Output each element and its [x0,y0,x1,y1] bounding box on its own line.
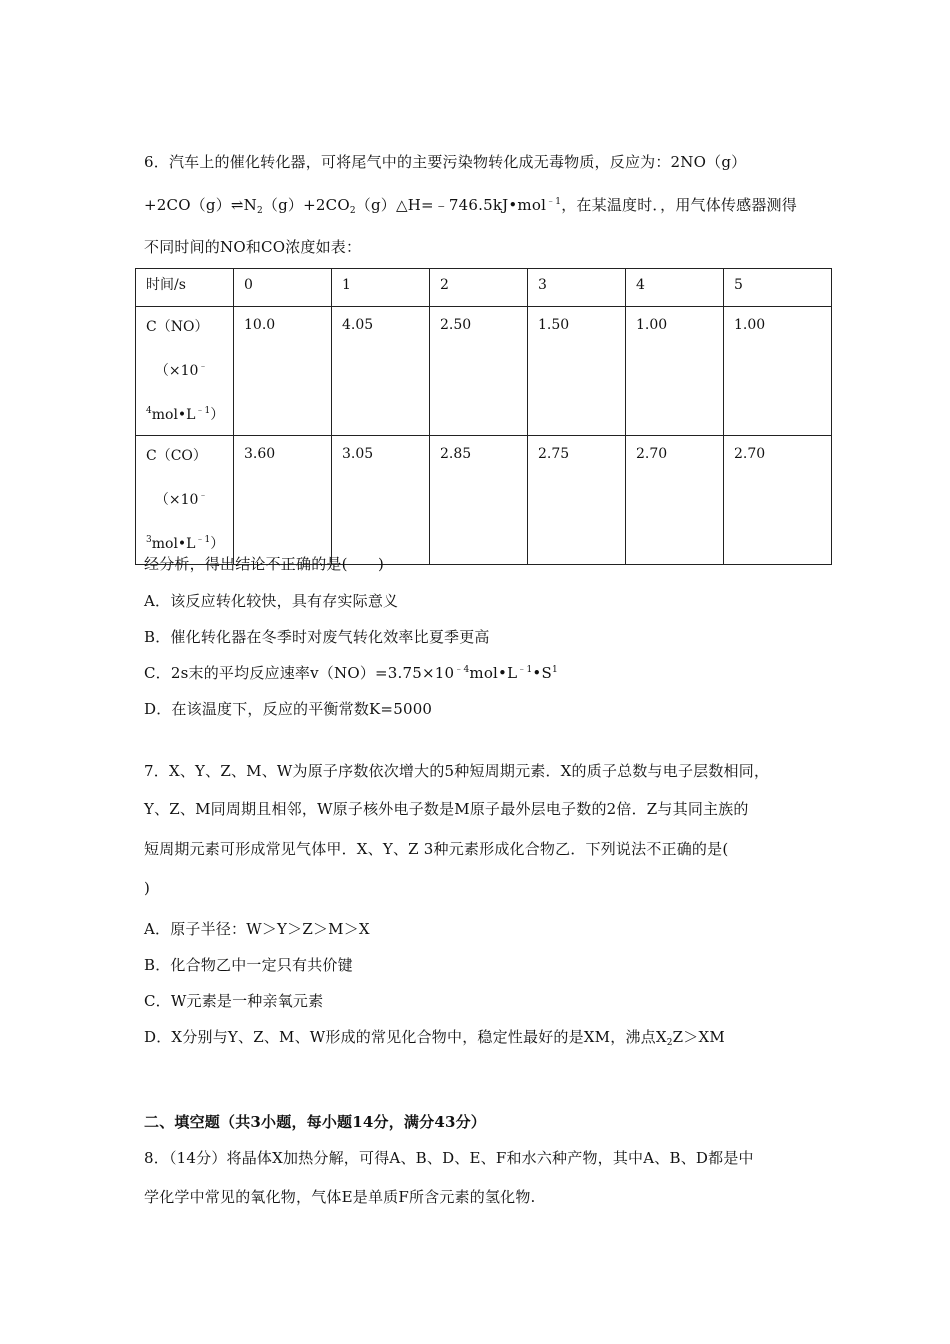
table-cell: 2.75 [528,436,626,565]
table-header-cell: 0 [234,269,332,307]
q7-option-b: B．化合物乙中一定只有共价键 [144,956,353,974]
q7-line-2: Y、Z、M同周期且相邻，W原子核外电子数是M原子最外层电子数的2倍．Z与其同主族的 [144,800,749,818]
q8-line-2: 学化学中常见的氧化物，气体E是单质F所含元素的氢化物. [144,1188,536,1206]
q7-option-c: C．W元素是一种亲氧元素 [144,992,324,1010]
q7-line-3: 短周期元素可形成常见气体甲．X、Y、Z 3种元素形成化合物乙．下列说法不正确的是( [144,840,729,858]
q6-stem: 经分析，得出结论不正确的是( ) [144,555,385,573]
table-header-cell: 4 [626,269,724,307]
q6-option-a: A．该反应转化较快，具有存实际意义 [144,592,399,610]
q6-line-3: 不同时间的NO和CO浓度如表： [144,238,362,256]
q8-line-1: 8．（14分）将晶体X加热分解，可得A、B、D、E、F和水六种产物，其中A、B、D都是中 [144,1149,754,1167]
q6-line-2: $+2CO(g)\rightleftharpoons N_2(g)+2CO_2(g)\triangle H=﹣746.5kJ•mol^{﹣1}$，在某温度时．，用气体传感器测得 [144,196,797,216]
q6-option-b: B．催化转化器在冬季时对废气转化效率比夏季更高 [144,628,490,646]
section-title: 二、填空题（共3小题，每小题14分，满分43分） [144,1113,486,1131]
q6-option-c: C．2s末的平均反应速率$v(NO)=3.75\times 10^{﹣4}mol•L^{﹣1}•S^1$ [144,664,558,682]
table-cell: 10.0 [234,307,332,436]
table-header-cell: 2 [430,269,528,307]
row-label-no: C（NO） （×10﹣ $^4mol•L^{﹣1}$） [136,307,234,436]
q6-line-1: 6．汽车上的催化转化器，可将尾气中的主要污染物转化成无毒物质，反应为：2NO（g） [144,153,747,171]
table-header-cell: 时间/s [136,269,234,307]
table-cell: 2.70 [724,436,832,565]
table-cell: 3.05 [332,436,430,565]
concentration-table [135,268,832,565]
q6-option-d: D．在该温度下，反应的平衡常数K=5000 [144,700,433,718]
table-cell: 2.70 [626,436,724,565]
table-header-cell: 1 [332,269,430,307]
table-cell: 2.85 [430,436,528,565]
q7-option-d: D．X分别与Y、Z、M、W形成的常见化合物中，稳定性最好的是XM，沸点$X_2Z>XM$ [144,1028,725,1048]
table-row-no [136,307,832,436]
table-header-cell: 5 [724,269,832,307]
table-cell: 3.60 [234,436,332,565]
q7-line-4: ) [144,879,151,897]
table-cell: 1.50 [528,307,626,436]
row-label-co: C（CO） （×10﹣ $^3mol•L^{﹣1}$） [136,436,234,565]
table-row-co [136,436,832,565]
table-cell: 4.05 [332,307,430,436]
q7-line-1: 7．X、Y、Z、M、W为原子序数依次增大的5种短周期元素．X的质子总数与电子层数相同， [144,762,770,780]
q7-option-a: A．原子半径：W＞Y＞Z＞M＞X [144,920,370,938]
table-header-row [136,269,832,307]
table-cell: 1.00 [626,307,724,436]
table-cell: 2.50 [430,307,528,436]
table-cell: 1.00 [724,307,832,436]
table-header-cell: 3 [528,269,626,307]
